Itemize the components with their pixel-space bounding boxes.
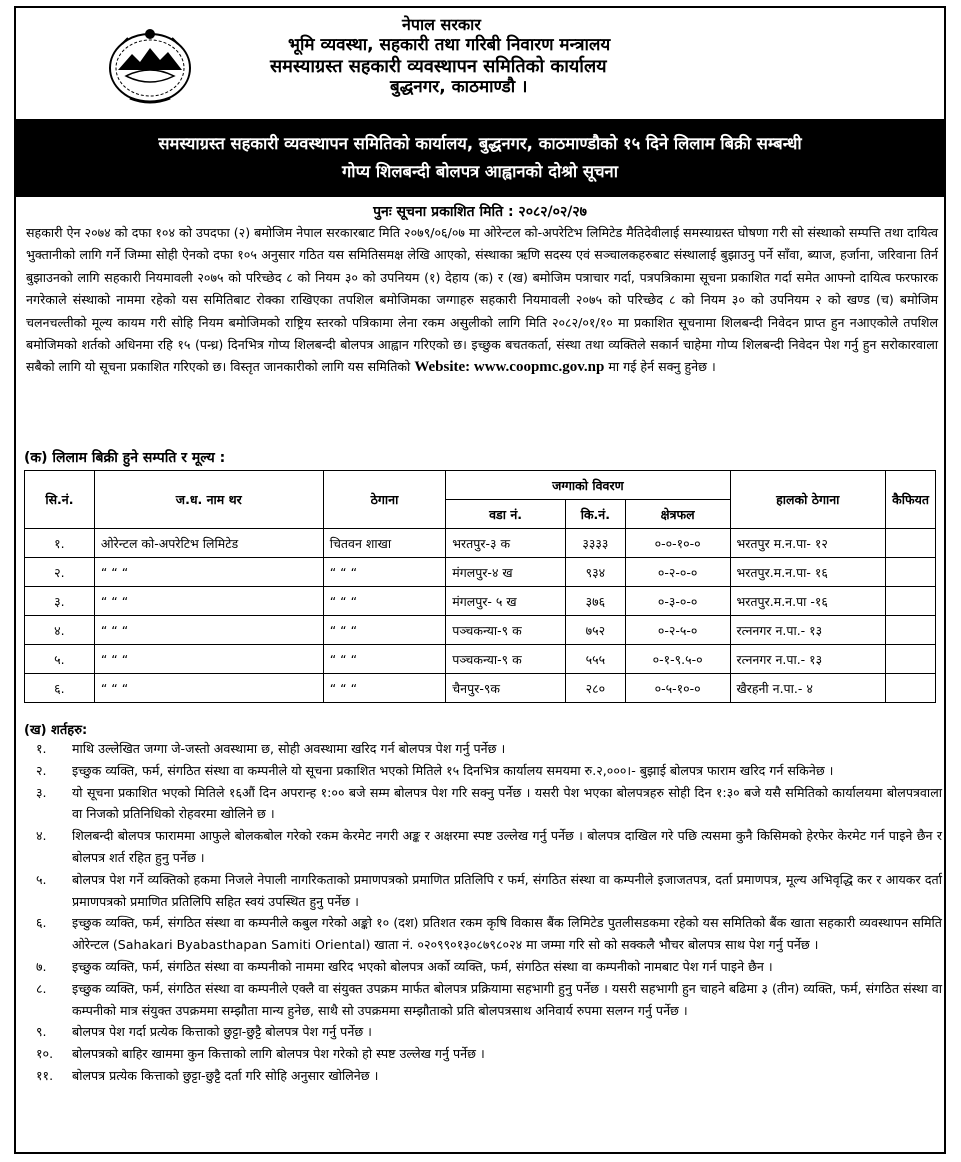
cell-area: ०-२-५-०: [625, 616, 730, 645]
intro-text-end: मा गई हेर्न सक्नु हुनेछ ।: [604, 359, 716, 375]
table-row: [25, 529, 936, 558]
col-owner: ज.ध. नाम थर: [94, 471, 323, 529]
header-line-3: समस्याग्रस्त सहकारी व्यवस्थापन समितिको कार्यालय: [270, 56, 607, 77]
cell-owner: “ “ “: [94, 674, 323, 703]
cell-sn: ३.: [25, 587, 95, 616]
property-table: [24, 470, 936, 703]
col-land-details: जग्गाको विवरण: [446, 471, 730, 500]
col-ward: वडा नं.: [446, 500, 566, 529]
cell-kitta: ७५२: [565, 616, 625, 645]
term-text: बोलपत्र पेश गर्दा प्रत्येक कित्ताको छुट्टा-छुट्टै बोलपत्र पेश गर्नु पर्नेछ ।: [72, 1024, 372, 1040]
cell-sn: २.: [25, 558, 95, 587]
term-item: [24, 782, 942, 826]
table-header-row: [25, 471, 936, 500]
col-kitta: कि.नं.: [565, 500, 625, 529]
term-number: ८.: [36, 980, 47, 996]
intro-paragraph: [26, 222, 938, 379]
term-text: माथि उल्लेखित जग्गा जे-जस्तो अवस्थामा छ, सोही अवस्थामा खरिद गर्न बोलपत्र पेश गर्नु पर्नेछ ।: [72, 741, 506, 756]
term-text: बोलपत्रको बाहिर खाममा कुन कित्ताको लागि बोलपत्र पेश गरेको हो स्पष्ट उल्लेख गर्नु पर्नेछ ।: [72, 1046, 485, 1062]
table-row: [25, 587, 936, 616]
notice-title-banner: [16, 119, 944, 197]
cell-remarks: [886, 645, 936, 674]
cell-area: ०-३-०-०: [625, 587, 730, 616]
term-text: इच्छुक व्यक्ति, फर्म, संगठित संस्था वा कम्पनीले एक्लै वा संयुक्त उपक्रम मार्फत बोलपत्र प्रक्रियामा सहभागी हुनु पर्नेछ । यसरी सहभागी हुन चाहने बढिमा ३ (तीन) व्यक्ति, फर्म, संगठित संस्था वा कम्पनीको मात्र संयुक्त उपक्रममा सम्झौता मान्य हुनेछ, साथै सो उपक्रममा सम्झौताको प्रति बोलपत्रसाथ अनिवार्य रुपमा सलग्न गर्नु पर्नेछ ।: [72, 980, 942, 1018]
republished-date: पुनः सूचना प्रकाशित मिति : २०८२/०२/२७: [373, 204, 587, 220]
table-row: [25, 616, 936, 645]
term-number: ७.: [36, 958, 47, 974]
cell-remarks: [886, 674, 936, 703]
section-b-title: (ख) शर्तहरु:: [24, 723, 88, 738]
term-item: [24, 738, 942, 760]
cell-address: “ “ “: [323, 587, 446, 616]
cell-address: चितवन शाखा: [323, 529, 446, 558]
cell-ward: भरतपुर-३ क: [446, 529, 566, 558]
banner-line-1: समस्याग्रस्त सहकारी व्यवस्थापन समितिको कार्यालय, बुद्धनगर, काठमाण्डौको १५ दिने लिलाम बिक्री सम्बन्धी: [158, 134, 802, 153]
cell-owner: “ “ “: [94, 587, 323, 616]
col-current-address: हालको ठेगाना: [730, 471, 886, 529]
term-item: [24, 760, 942, 782]
cell-kitta: ३७६: [565, 587, 625, 616]
term-number: ६.: [36, 915, 47, 931]
term-number: ३.: [36, 784, 47, 800]
term-item: [24, 825, 942, 869]
cell-owner: “ “ “: [94, 616, 323, 645]
cell-current-address: रत्ननगर न.पा.- १३: [730, 645, 886, 674]
terms-list: [24, 738, 942, 1087]
term-item: [24, 956, 942, 978]
government-emblem-icon: [104, 24, 196, 108]
cell-current-address: भरतपुर.म.न.पा -१६: [730, 587, 886, 616]
cell-ward: पञ्चकन्या-९ क: [446, 645, 566, 674]
term-number: १०.: [36, 1046, 54, 1062]
cell-area: ०-०-१०-०: [625, 529, 730, 558]
cell-ward: मंगलपुर-४ ख: [446, 558, 566, 587]
website-link[interactable]: Website: www.coopmc.gov.np: [414, 359, 605, 376]
term-item: [24, 912, 942, 956]
cell-kitta: २८०: [565, 674, 625, 703]
term-text: यो सूचना प्रकाशित भएको मितिले १६औं दिन अपरान्ह १:०० बजे सम्म बोलपत्र पेश गरि सक्नु पर्नेछ । यसरी पेश भएका बोलपत्रहरु सोही दिन १:३० बजे यसै समितिको कार्यालयमा बोलपत्रवाला वा निजको प्रतिनिधिको रोहवरमा खोलिने छ ।: [72, 784, 942, 822]
term-number: २.: [36, 762, 47, 778]
cell-address: “ “ “: [323, 645, 446, 674]
cell-address: “ “ “: [323, 616, 446, 645]
table-row: [25, 674, 936, 703]
cell-owner: “ “ “: [94, 558, 323, 587]
cell-area: ०-१-९.५-०: [625, 645, 730, 674]
term-item: [24, 869, 942, 913]
cell-remarks: [886, 558, 936, 587]
notice-frame: [14, 6, 946, 1154]
cell-ward: पञ्चकन्या-९ क: [446, 616, 566, 645]
cell-sn: ४.: [25, 616, 95, 645]
term-number: ५.: [36, 871, 47, 887]
intro-text: सहकारी ऐन २०७४ को दफा १०४ को उपदफा (२) बमोजिम नेपाल सरकारबाट मिति २०७९/०६/०७ मा ओरेन्टल को-अपरेटिभ लिमिटेड मैतिदेवीलाई समस्याग्रस्त घोषणा गरी सो संस्थाको सम्पत्ति तथा दायित्व भुक्तानीको लागि गर्ने जिम्मा सोही ऐनको दफा १०५ अनुसार गठित यस समितिसमक्ष लेखि आएको, संस्थाका ऋणि सदस्य एवं सञ्चालकहरुबाट संस्थालाई बुझाउनु पर्ने साँवा, ब्याज, हर्जाना, जरिवाना तिर्न बुझाउनको लागि सहकारी नियमावली २०७५ को परिच्छेद ८ को नियम ३० को उपनियम (१) देहाय (क) र (ख) बमोजिम पत्राचार गर्दा, पत्रपत्रिकामा सूचना प्रकाशित गर्दा समेत आफ्नो दायित्व फरफारक नगरेकाले संस्थाको नाममा रहेको यस समितिबाट रोक्का राखिएका तपशिल बमोजिमका जग्गाहरु सहकारी नियमावली २०७५ को परिच्छेद ८ को नियम ३० को उपनियम २ को खण्ड (च) बमोजिम चलनचल्तीको मूल्य कायम गरी सोहि नियम बमोजिमको राष्ट्रिय स्तरको पत्रिकामा लेना रकम असुलीको लागि मिति २०८२/०१/१० मा प्रकाशित सूचनामा शिलबन्दी निवेदन प्राप्त हुन नआएकोले तपशिल बमोजिमको शर्तको अधिनमा रहि १५ (पन्ध्र) दिनभित्र गोप्य शिलबन्दी बोलपत्र आह्वान गरिएको छ। इच्छुक बचतकर्ता, संस्था तथा व्यक्तिले सकार्न चाहेमा गोप्य शिलबन्दी निवेदन पेश गर्नु हुन सरोकारवाला सबैको लागि यो सूचना प्रकाशित गरिएको छ। विस्तृत जानकारीको लागि यस समितिको: [26, 225, 938, 375]
cell-kitta: ९३४: [565, 558, 625, 587]
cell-ward: चैनपुर-९क: [446, 674, 566, 703]
section-a-title: (क) लिलाम बिक्री हुने सम्पति र मूल्य :: [24, 450, 226, 466]
term-number: १.: [36, 741, 47, 756]
term-number: ४.: [36, 828, 47, 844]
cell-address: “ “ “: [323, 674, 446, 703]
term-item: [24, 1065, 942, 1087]
cell-owner: ओरेन्टल को-अपरेटिभ लिमिटेड: [94, 529, 323, 558]
term-text: बोलपत्र पेश गर्ने व्यक्तिको हकमा निजले नेपाली नागरिकताको प्रमाणपत्रको प्रमाणित प्रतिलिपि र फर्म, संगठित संस्था वा कम्पनीले इजाजतपत्र, दर्ता प्रमाणपत्र, मूल्य अभिवृद्धि कर र आयकर दर्ता प्रमाणपत्रको प्रमाणित प्रतिलिपि सहित स्वयं उपस्थित हुनु पर्नेछ ।: [72, 871, 942, 909]
col-remarks: कैफियत: [886, 471, 936, 529]
term-number: ११.: [36, 1067, 54, 1083]
header-line-1: नेपाल सरकार: [402, 15, 481, 34]
cell-current-address: खैरहनी न.पा.- ४: [730, 674, 886, 703]
cell-sn: ५.: [25, 645, 95, 674]
banner-line-2: गोप्य शिलबन्दी बोलपत्र आह्वानको दोश्रो सूचना: [342, 162, 618, 181]
header-line-4: बुद्धनगर, काठमाण्डौ ।: [390, 77, 528, 97]
term-item: [24, 978, 942, 1022]
col-area: क्षेत्रफल: [625, 500, 730, 529]
col-address: ठेगाना: [323, 471, 446, 529]
table-row: [25, 645, 936, 674]
cell-kitta: ५५५: [565, 645, 625, 674]
term-item: [24, 1043, 942, 1065]
cell-remarks: [886, 529, 936, 558]
cell-sn: ६.: [25, 674, 95, 703]
header-line-2: भूमि व्यवस्था, सहकारी तथा गरिबी निवारण मन्त्रालय: [288, 35, 611, 55]
cell-kitta: ३३३३: [565, 529, 625, 558]
cell-current-address: भरतपुर.म.न.पा- १६: [730, 558, 886, 587]
term-item: [24, 1021, 942, 1043]
term-text: इच्छुक व्यक्ति, फर्म, संगठित संस्था वा कम्पनीले यो सूचना प्रकाशित भएको मितिले १५ दिनभित्र कार्यालय समयमा रु.२,०००।- बुझाई बोलपत्र फाराम खरिद गर्न सकिनेछ ।: [72, 762, 834, 778]
cell-address: “ “ “: [323, 558, 446, 587]
cell-area: ०-५-१०-०: [625, 674, 730, 703]
term-text: इच्छुक व्यक्ति, फर्म, संगठित संस्था वा कम्पनीले कबुल गरेको अङ्को १० (दश) प्रतिशत रकम कृषि विकास बैंक लिमिटेड पुतलीसडकमा रहेको यस समितिको बैंक खाता सहकारी व्यवस्थापन समिति ओरेन्टल (Sahakari Byabasthapan Samiti Oriental) खाता नं. ०२०९९०१३०८७९८०२४ मा जम्मा गरि सो को सक्कलै भौचर बोलपत्र साथ पेश गर्नु पर्नेछ ।: [72, 915, 942, 953]
col-sn: सि.नं.: [25, 471, 95, 529]
term-text: शिलबन्दी बोलपत्र फाराममा आफुले बोलकबोल गरेको रकम केरमेट नगरी अङ्क र अक्षरमा स्पष्ट उल्लेख गर्नु पर्नेछ । बोलपत्र दाखिल गरे पछि त्यसमा कुनै किसिमको हेरफेर केरमेट गर्न पाइने छैन र बोलपत्र शर्त रहित हुनु पर्नेछ ।: [72, 828, 942, 865]
cell-remarks: [886, 616, 936, 645]
cell-ward: मंगलपुर- ५ ख: [446, 587, 566, 616]
header-text: [264, 8, 784, 98]
cell-owner: “ “ “: [94, 645, 323, 674]
cell-area: ०-२-०-०: [625, 558, 730, 587]
term-text: इच्छुक व्यक्ति, फर्म, संगठित संस्था वा कम्पनीको नाममा खरिद भएको बोलपत्र अर्को व्यक्ति, फर्म, संगठित संस्था वा कम्पनीको नामबाट पेश गर्न पाइने छैन ।: [72, 958, 773, 974]
term-number: ९.: [36, 1024, 47, 1040]
cell-remarks: [886, 587, 936, 616]
term-text: बोलपत्र प्रत्येक कित्ताको छुट्टा-छुट्टै दर्ता गरि सोहि अनुसार खोलिनेछ ।: [72, 1067, 379, 1083]
table-row: [25, 558, 936, 587]
header: [16, 8, 944, 118]
cell-current-address: रत्ननगर न.पा.- १३: [730, 616, 886, 645]
cell-current-address: भरतपुर म.न.पा- १२: [730, 529, 886, 558]
cell-sn: १.: [25, 529, 95, 558]
